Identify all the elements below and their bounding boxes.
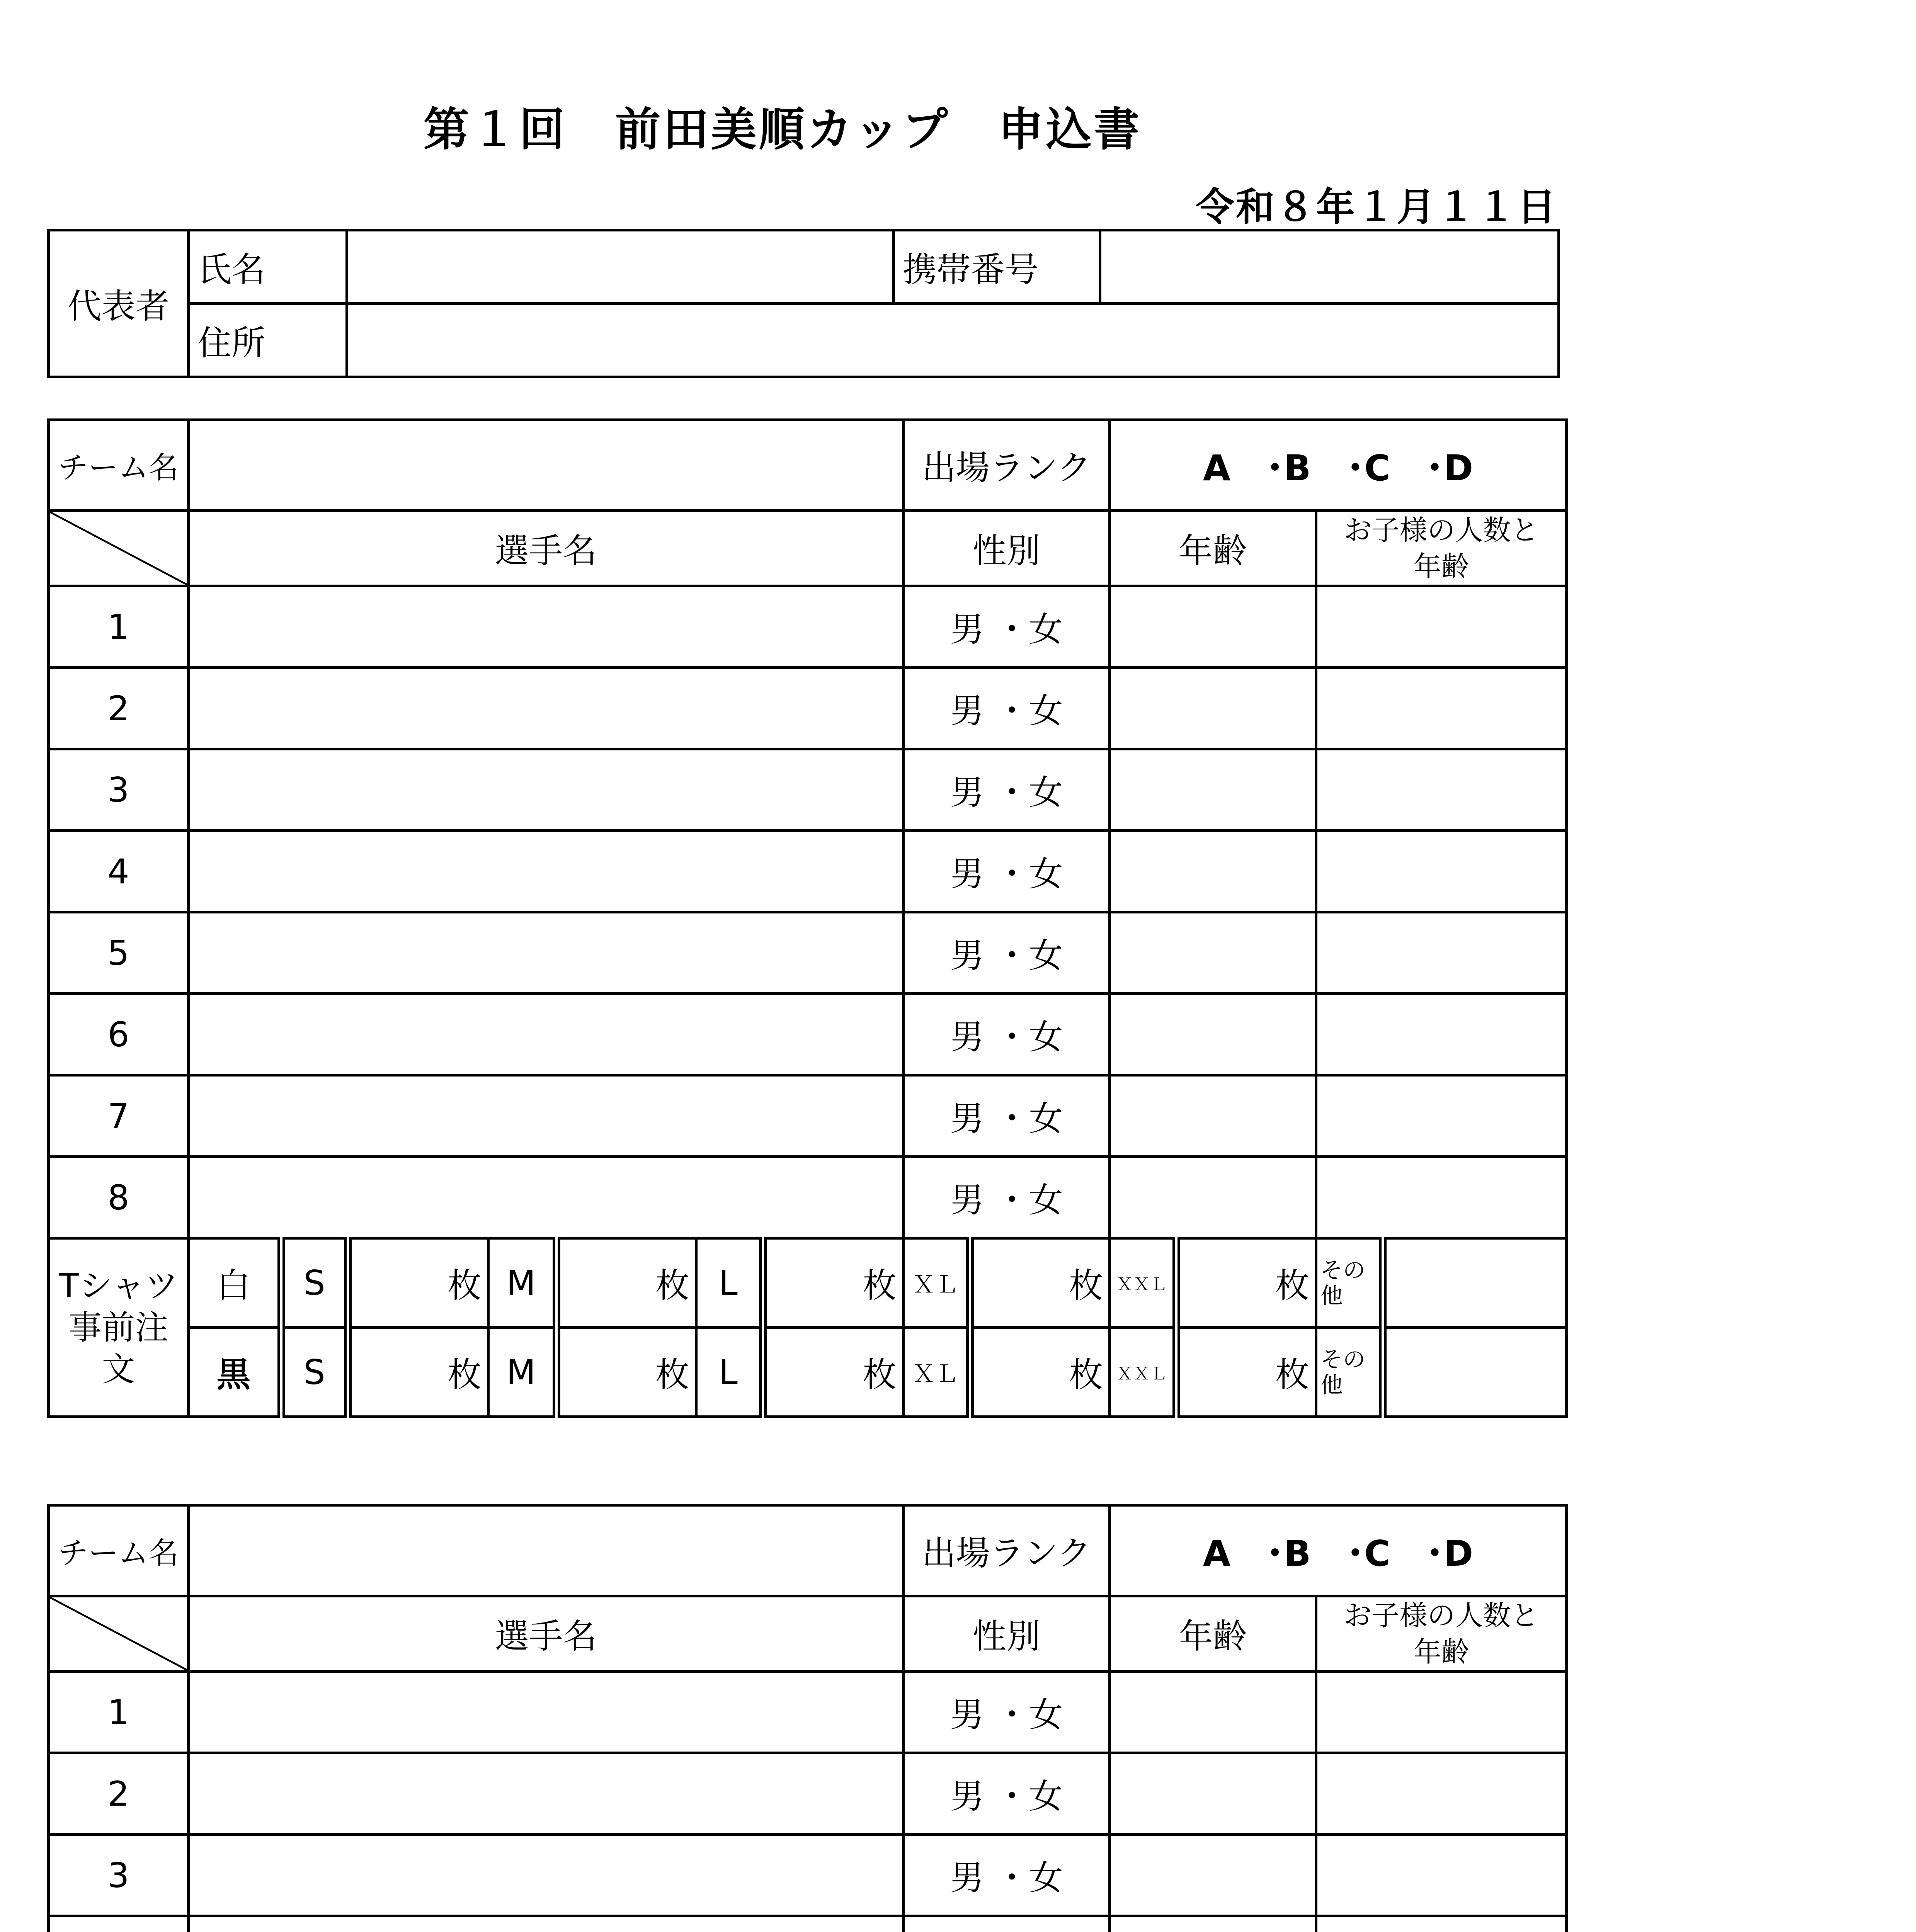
player-name-field[interactable] <box>189 749 904 831</box>
kids-header <box>1316 1596 1567 1672</box>
player-name-field[interactable] <box>189 1916 904 1932</box>
tshirt-label-line1: Tシャツ <box>59 1266 178 1305</box>
age-field[interactable] <box>1110 1672 1316 1753</box>
gender-options[interactable] <box>904 1916 1110 1932</box>
tshirt-label-line3: 文 <box>102 1350 135 1389</box>
other-field[interactable] <box>1383 1328 1567 1417</box>
gender-options[interactable]: 男 ・女 <box>904 1835 1110 1916</box>
form-date: 令和８年１月１１日 <box>1196 184 1557 230</box>
kids-field[interactable] <box>1316 586 1567 668</box>
player-row <box>49 912 1567 994</box>
player-row <box>49 1075 1567 1157</box>
diagonal-line <box>50 512 187 585</box>
player-row <box>49 1835 1567 1916</box>
age-header: 年齢 <box>1110 1596 1316 1672</box>
age-field[interactable] <box>1110 586 1316 668</box>
size-s-label: S <box>281 1328 348 1417</box>
age-field[interactable] <box>1110 1075 1316 1157</box>
player-number <box>49 1916 189 1932</box>
age-field[interactable] <box>1110 1753 1316 1835</box>
age-header: 年齢 <box>1110 511 1316 586</box>
kids-field[interactable] <box>1316 749 1567 831</box>
address-field[interactable] <box>347 304 1559 377</box>
player-number: 2 <box>49 1753 189 1835</box>
player-name-field[interactable] <box>189 586 904 668</box>
player-number: 6 <box>49 994 189 1075</box>
player-number: 1 <box>49 586 189 668</box>
size-l-label: L <box>696 1238 763 1328</box>
address-label: 住所 <box>189 304 347 377</box>
diagonal-line <box>50 1597 187 1670</box>
other-label-line1: その <box>1320 1346 1366 1372</box>
rank-label: 出場ランク <box>904 1505 1110 1596</box>
player-name-header: 選手名 <box>189 1596 904 1672</box>
phone-field[interactable] <box>1100 230 1559 304</box>
color-black: 黒 <box>189 1328 281 1417</box>
kids-field[interactable] <box>1316 1075 1567 1157</box>
gender-options[interactable]: 男 ・女 <box>904 1672 1110 1753</box>
team-name-field[interactable] <box>189 1505 904 1596</box>
name-field[interactable] <box>347 230 894 304</box>
size-l-count[interactable]: 枚 <box>763 1328 904 1417</box>
player-name-field[interactable] <box>189 831 904 912</box>
gender-options[interactable]: 男 ・女 <box>904 1157 1110 1238</box>
rank-options[interactable]: A ･B ･C ･D <box>1110 1505 1567 1596</box>
player-row <box>49 1916 1567 1932</box>
representative-label: 代表者 <box>49 230 189 377</box>
gender-options[interactable]: 男 ・女 <box>904 912 1110 994</box>
age-field[interactable] <box>1110 912 1316 994</box>
other-label-line1: その <box>1320 1257 1366 1283</box>
diagonal-header-cell <box>49 511 189 586</box>
kids-field[interactable] <box>1316 994 1567 1075</box>
player-name-field[interactable] <box>189 994 904 1075</box>
gender-header: 性別 <box>904 1596 1110 1672</box>
player-row <box>49 668 1567 749</box>
size-m-label: M <box>488 1238 556 1328</box>
player-row <box>49 1672 1567 1753</box>
gender-options[interactable]: 男 ・女 <box>904 994 1110 1075</box>
team-table-2 <box>47 1504 1568 1932</box>
rank-label: 出場ランク <box>904 420 1110 511</box>
size-s-label: S <box>281 1238 348 1328</box>
kids-field[interactable] <box>1316 1916 1567 1932</box>
player-name-field[interactable] <box>189 1835 904 1916</box>
player-name-header: 選手名 <box>189 511 904 586</box>
name-label: 氏名 <box>189 230 347 304</box>
player-row <box>49 749 1567 831</box>
player-number: 8 <box>49 1157 189 1238</box>
size-xl-count[interactable]: 枚 <box>970 1238 1110 1328</box>
gender-options[interactable]: 男 ・女 <box>904 1075 1110 1157</box>
other-label <box>1316 1328 1383 1417</box>
player-number: 3 <box>49 1835 189 1916</box>
kids-field[interactable] <box>1316 1835 1567 1916</box>
gender-options[interactable]: 男 ・女 <box>904 749 1110 831</box>
player-name-field[interactable] <box>189 1075 904 1157</box>
size-xl-label: ＸＬ <box>904 1328 970 1417</box>
player-name-field[interactable] <box>189 912 904 994</box>
gender-options[interactable]: 男 ・女 <box>904 586 1110 668</box>
player-name-field[interactable] <box>189 1753 904 1835</box>
age-field[interactable] <box>1110 994 1316 1075</box>
player-row <box>49 831 1567 912</box>
kids-field[interactable] <box>1316 1753 1567 1835</box>
kids-header-line2: 年齢 <box>1413 1636 1469 1668</box>
size-xl-count[interactable]: 枚 <box>970 1328 1110 1417</box>
age-field[interactable] <box>1110 749 1316 831</box>
size-xxl-count[interactable]: 枚 <box>1176 1238 1316 1328</box>
player-number: 1 <box>49 1672 189 1753</box>
player-name-field[interactable] <box>189 668 904 749</box>
team-table-1 <box>47 418 1568 1418</box>
size-s-count[interactable]: 枚 <box>348 1238 488 1328</box>
size-m-count[interactable]: 枚 <box>556 1238 696 1328</box>
age-field[interactable] <box>1110 1916 1316 1932</box>
tshirt-order-label <box>49 1238 189 1417</box>
kids-field[interactable] <box>1316 1157 1567 1238</box>
form-title: 第１回 前田美順カップ 申込書 <box>423 103 1142 156</box>
diagonal-header-cell <box>49 1596 189 1672</box>
size-xxl-label: ＸＸＬ <box>1110 1238 1176 1328</box>
gender-options[interactable]: 男 ・女 <box>904 831 1110 912</box>
tshirt-label-line2: 事前注 <box>68 1308 168 1347</box>
team-name-field[interactable] <box>189 420 904 511</box>
player-number: 2 <box>49 668 189 749</box>
kids-header <box>1316 511 1567 586</box>
size-xxl-label: ＸＸＬ <box>1110 1328 1176 1417</box>
kids-field[interactable] <box>1316 668 1567 749</box>
age-field[interactable] <box>1110 668 1316 749</box>
phone-label: 携帯番号 <box>894 230 1100 304</box>
player-name-field[interactable] <box>189 1157 904 1238</box>
other-field[interactable] <box>1383 1238 1567 1328</box>
player-number: 3 <box>49 749 189 831</box>
player-row <box>49 994 1567 1075</box>
size-l-count[interactable]: 枚 <box>763 1238 904 1328</box>
gender-header: 性別 <box>904 511 1110 586</box>
other-label-line2: 他 <box>1320 1372 1343 1398</box>
other-label <box>1316 1238 1383 1328</box>
gender-options[interactable]: 男 ・女 <box>904 1753 1110 1835</box>
size-xl-label: ＸＬ <box>904 1238 970 1328</box>
size-m-label: M <box>488 1328 556 1417</box>
kids-field[interactable] <box>1316 912 1567 994</box>
team-name-label: チーム名 <box>49 420 189 511</box>
player-name-field[interactable] <box>189 1672 904 1753</box>
player-row <box>49 1753 1567 1835</box>
player-number: 7 <box>49 1075 189 1157</box>
size-m-count[interactable]: 枚 <box>556 1328 696 1417</box>
other-label-line2: 他 <box>1320 1282 1343 1309</box>
age-field[interactable] <box>1110 1835 1316 1916</box>
age-field[interactable] <box>1110 831 1316 912</box>
color-white: 白 <box>189 1238 281 1328</box>
kids-field[interactable] <box>1316 1672 1567 1753</box>
kids-header-line1: お子様の人数と <box>1344 514 1539 546</box>
age-field[interactable] <box>1110 1157 1316 1238</box>
size-l-label: L <box>696 1328 763 1417</box>
kids-header-line1: お子様の人数と <box>1344 1599 1539 1632</box>
player-row <box>49 1157 1567 1238</box>
kids-header-line2: 年齢 <box>1413 550 1469 583</box>
player-number: 5 <box>49 912 189 994</box>
gender-options[interactable]: 男 ・女 <box>904 668 1110 749</box>
player-number: 4 <box>49 831 189 912</box>
kids-field[interactable] <box>1316 831 1567 912</box>
team-name-label: チーム名 <box>49 1505 189 1596</box>
rank-options[interactable]: A ･B ･C ･D <box>1110 420 1567 511</box>
size-s-count[interactable]: 枚 <box>348 1328 488 1417</box>
size-xxl-count[interactable]: 枚 <box>1176 1328 1316 1417</box>
representative-table <box>47 229 1560 378</box>
player-row <box>49 586 1567 668</box>
